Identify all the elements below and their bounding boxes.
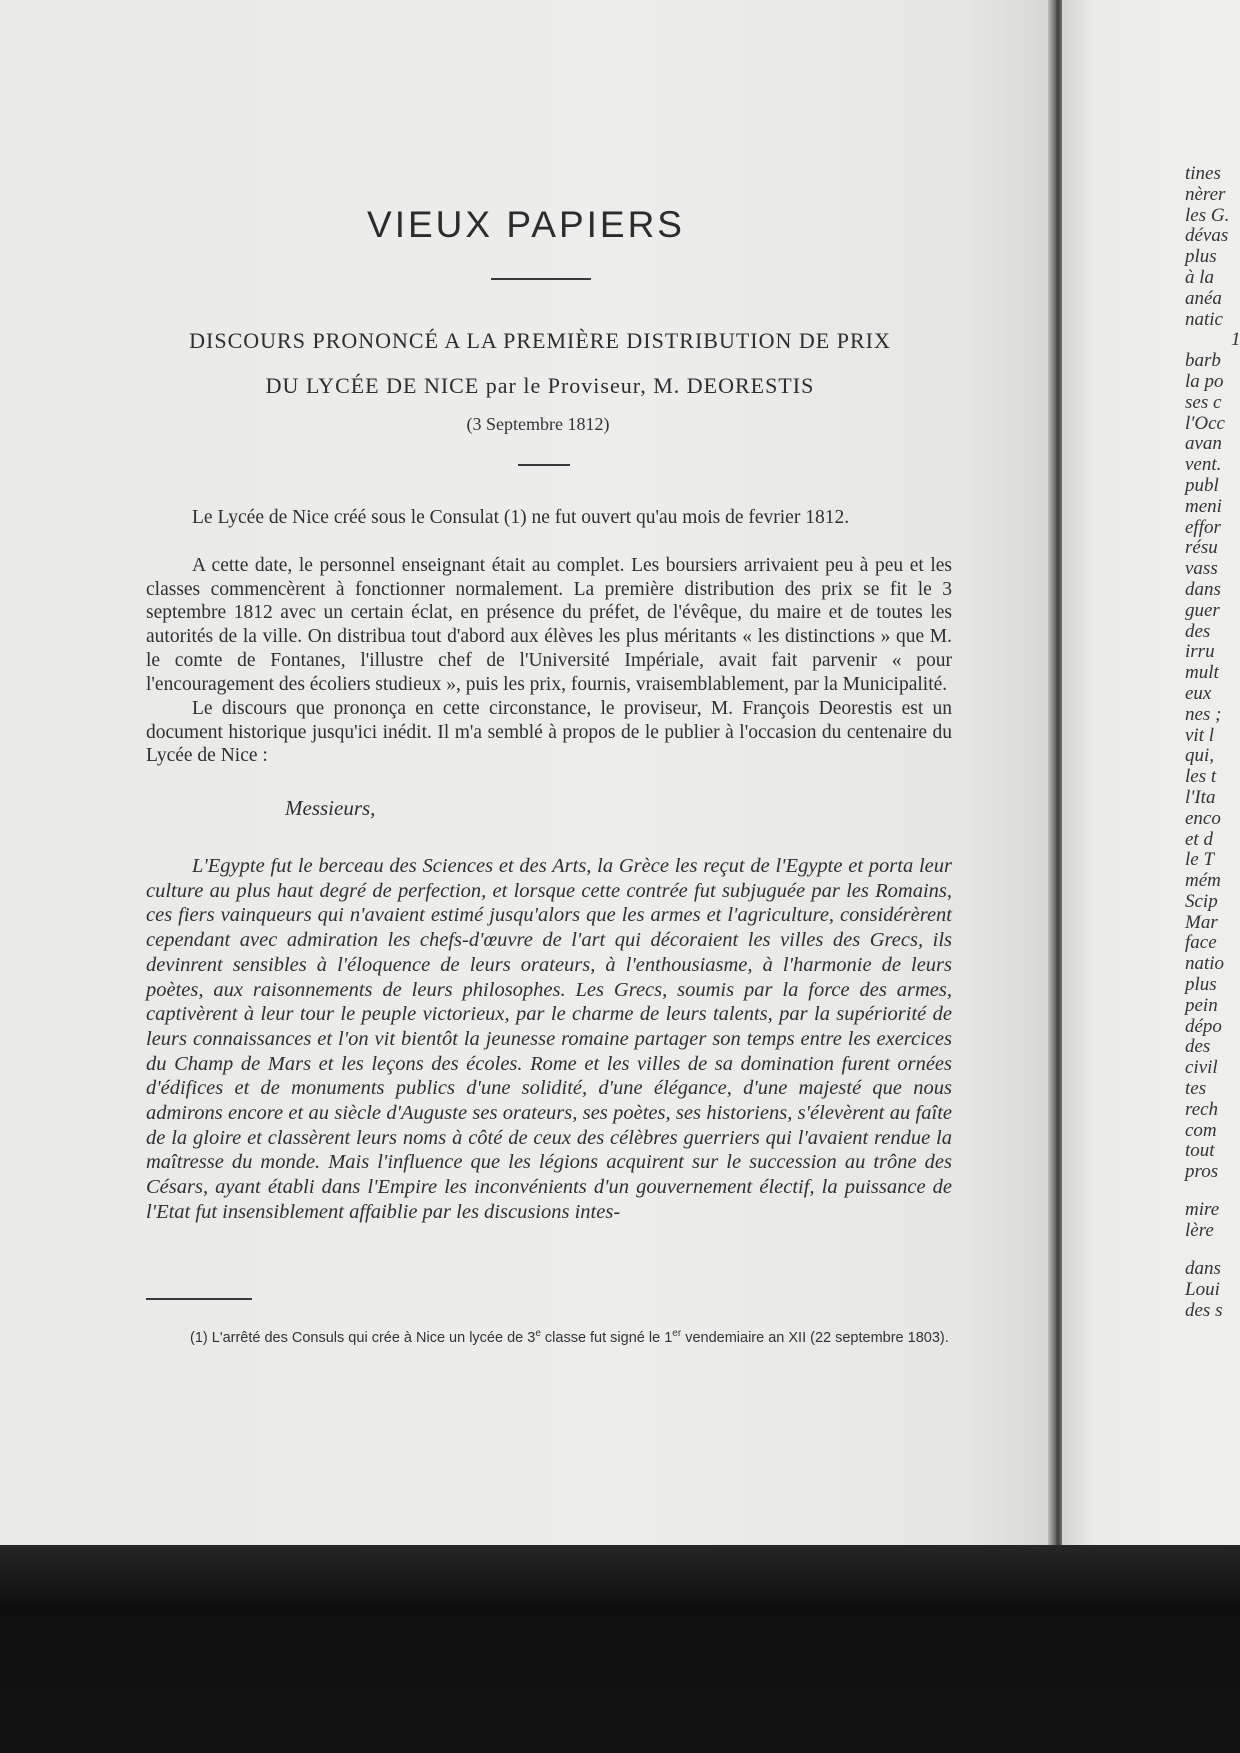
fragment-line: enco xyxy=(1185,807,1221,829)
fragment-line: eux xyxy=(1185,682,1212,704)
speech-text xyxy=(146,854,952,1225)
fragment-line: vent. xyxy=(1185,454,1222,476)
footnote-part-1: (1) L'arrêté des Consuls qui crée à Nice un lycée de 3 xyxy=(190,1329,536,1346)
fragment-line: des xyxy=(1185,620,1211,642)
fragment-line: les t xyxy=(1185,766,1217,788)
fragment-line: les G. xyxy=(1185,204,1230,226)
heading-line-2: DU LYCÉE DE NICE par le Proviseur, M. DEORESTIS xyxy=(265,373,815,398)
fragment-line: mult xyxy=(1185,662,1219,684)
paragraph-2-text: A cette date, le personnel enseignant était au complet. Les boursiers arrivaient peu à peu et les classes commencèrent à fonctionner normalement. La première distribution des prix se fit le 3 septembre 1812 avec un certain éclat, en présence du préfet, de l'évêque, du maire et de toutes les autorités de la ville. On distribua tout d'abord aux élèves les plus méritants « les distinctions » que M. le comte de Fontanes, l'illustre chef de l'Université Impériale, avait fait parvenir « pour l'encouragement des écoliers studieux », puis les prix, fournis, vraisemblablement, par la Municipalité. xyxy=(146,555,952,695)
fragment-line: Loui xyxy=(1185,1278,1220,1300)
article-title: VIEUX PAPIERS xyxy=(367,204,685,245)
date-line: (3 Septembre 1812) xyxy=(466,414,610,434)
fragment-line: barb xyxy=(1185,350,1221,372)
fragment-line: tout xyxy=(1185,1140,1215,1162)
fragment-line: avan xyxy=(1185,433,1222,455)
fragment-line: plus xyxy=(1185,246,1217,268)
heading-line-1: DISCOURS PRONONCÉ A LA PREMIÈRE DISTRIBUTION DE PRIX xyxy=(189,328,891,353)
fragment-line: rech xyxy=(1185,1098,1219,1120)
fragment-line: Scip xyxy=(1185,890,1218,912)
speech-body: L'Egypte fut le berceau des Sciences et des Arts, la Grèce les reçut de l'Egypte et porta leur culture au plus haut degré de perfection, et lorsque cette contrée fut subjuguée par les Romains, ces fiers vainqueurs qui n'avaient estimé jusqu'alors que les armes et l'agriculture, considérèrent cependant avec admiration les chefs-d'œuvre de l'art qui décoraient les villes des Grecs, ils devinrent sensibles à l'éloquence de leurs orateurs, à l'enthousiasme, à l'harmonie de leurs poètes, aux raisonnements de leurs philosophes. Les Grecs, soumis par la force des armes, captivèrent à leur tour le peuple victorieux, par le charme de leurs talents, par la supériorité de leurs connaissances et l'on vit bientôt la jeunesse romaine partager son temps entre les exercices du Champ de Mars et les leçons des écoles. Rome et les villes de sa domination furent ornées d'édifices et de monuments publics d'une solidité, d'une élégance, d'une majesté que nous admirons encore et au siècle d'Auguste ses orateurs, ses poètes, ses historiens, s'élevèrent au faîte de la gloire et classèrent leurs noms à côté de ceux des célèbres guerriers qui l'avaient rendue la maîtresse du monde. Mais l'influence que les légions acquirent sur le succession au trône des Césars, ayant établi dans l'Empire les inconvénients d'un gouvernement électif, la puissance de l'Etat fut insensiblement affaiblie par les discusions intes- xyxy=(146,855,952,1223)
fragment-line: meni xyxy=(1185,495,1222,517)
fragment-line: des s xyxy=(1185,1299,1223,1321)
fragment-line: mire xyxy=(1185,1199,1220,1221)
fragment-line: des xyxy=(1185,1036,1211,1058)
fragment-line: com xyxy=(1185,1119,1217,1141)
salutation: Messieurs, xyxy=(285,796,376,820)
footnote-sup-1: e xyxy=(535,1328,541,1339)
footnote xyxy=(146,1324,952,1348)
fragment-line: dévas xyxy=(1185,225,1229,247)
title-rule xyxy=(491,278,591,280)
fragment-line: guer xyxy=(1185,599,1220,621)
footnote-part-2: classe fut signé le 1 xyxy=(540,1329,673,1346)
fragment-line: Mar xyxy=(1185,911,1218,933)
fragment-line: pros xyxy=(1185,1161,1219,1183)
fragment-line: plus xyxy=(1185,974,1217,996)
fragment-line: natic xyxy=(1185,308,1223,330)
fragment-line: dépo xyxy=(1185,1015,1222,1037)
fragment-line: anéa xyxy=(1185,287,1222,309)
paragraph-1-text: Le Lycée de Nice créé sous le Consulat (1) ne fut ouvert qu'au mois de fevrier 1812. xyxy=(192,507,850,528)
fragment-line: civil xyxy=(1185,1057,1218,1079)
scanner-background xyxy=(0,1545,1240,1753)
fragment-line: pein xyxy=(1185,994,1218,1016)
fragment-line: à la xyxy=(1185,266,1215,288)
fragment-line: natio xyxy=(1185,953,1225,975)
fragment-line: tines xyxy=(1185,163,1221,184)
paragraph-1 xyxy=(146,506,952,530)
paragraph-3-text: Le discours que prononça en cette circonstance, le proviseur, M. François Deorestis est un document historique jusqu'ici inédit. Il m'a semblé à propos de le publier à l'occasion du centenaire du Lycée de Nice : xyxy=(146,698,952,767)
fragment-line: dans xyxy=(1185,578,1221,600)
paragraph-3 xyxy=(146,697,952,768)
footnote-sup-2: er xyxy=(672,1328,682,1339)
fragment-line: résu xyxy=(1185,537,1218,559)
fragment-line: lère xyxy=(1185,1220,1214,1242)
fragment-line: effor xyxy=(1185,516,1221,538)
fragment-line: l'Occ xyxy=(1185,412,1225,434)
fragment-line: publ xyxy=(1185,474,1219,496)
fragment-line: nèrer xyxy=(1185,183,1226,205)
paragraph-2 xyxy=(146,554,952,696)
fragment-line: vass xyxy=(1185,558,1218,580)
fragment-line: ses c xyxy=(1185,391,1222,413)
fragment-line: tes xyxy=(1185,1078,1207,1100)
fragment-line: la po xyxy=(1185,370,1224,392)
fragment-line: mém xyxy=(1185,870,1221,892)
fragment-line: dans xyxy=(1185,1258,1221,1280)
footnote-part-3: vendemiaire an XII (22 septembre 1803). xyxy=(681,1329,949,1346)
fragment-line: qui, xyxy=(1185,745,1215,767)
fragment-line: nes ; xyxy=(1185,703,1222,725)
fragment-line: face xyxy=(1185,932,1217,954)
fragment-line: 1 xyxy=(1231,329,1240,351)
fragment-line: le T xyxy=(1185,849,1215,871)
fragment-line: irru xyxy=(1185,641,1215,663)
fragment-line: et d xyxy=(1185,828,1213,850)
fragment-line: l'Ita xyxy=(1185,786,1216,808)
footnote-rule xyxy=(146,1298,252,1300)
date-rule xyxy=(518,464,570,466)
facing-page-fragments xyxy=(1185,164,1240,1321)
fragment-line: vit l xyxy=(1185,724,1215,746)
